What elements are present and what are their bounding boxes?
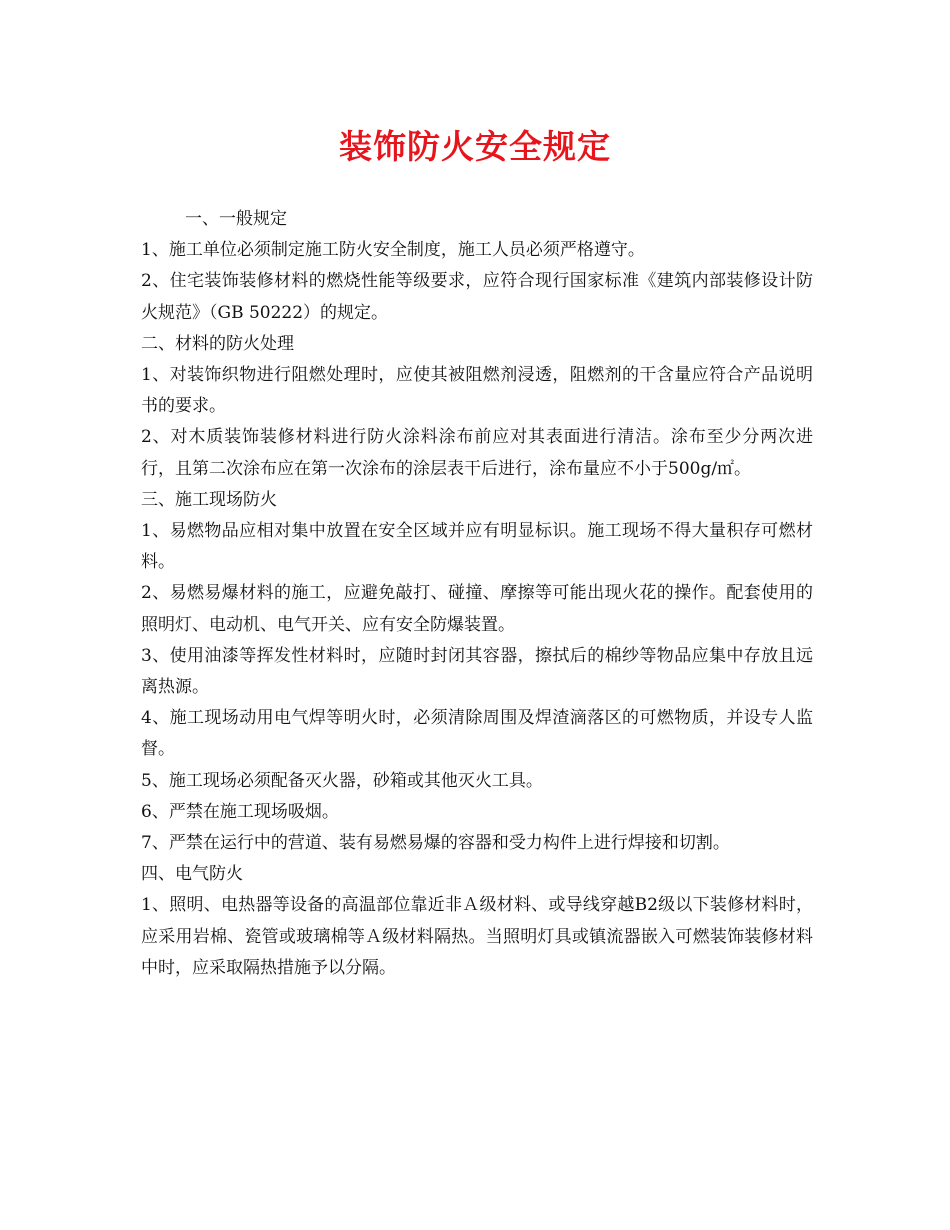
paragraph: 7、严禁在运行中的营道、装有易燃易爆的容器和受力构件上进行焊接和切割。 bbox=[141, 833, 730, 854]
document-body bbox=[141, 204, 813, 984]
section-heading-materials: 二、材料的防火处理 bbox=[141, 333, 294, 354]
paragraph: 1、对装饰织物进行阻燃处理时，应使其被阻燃剂浸透，阻燃剂的干含量应符合产品说明书的要求。 bbox=[141, 365, 813, 417]
section-heading-general: 一、一般规定 bbox=[185, 209, 287, 229]
paragraph: 6、严禁在施工现场吸烟。 bbox=[141, 801, 339, 822]
paragraph: 2、住宅装饰装修材料的燃烧性能等级要求，应符合现行国家标准《建筑内部装修设计防火规范》（GB 50222）的规定。 bbox=[141, 271, 813, 323]
paragraph: 1、易燃物品应相对集中放置在安全区域并应有明显标识。施工现场不得大量积存可燃材料。 bbox=[141, 521, 813, 573]
paragraph: 2、对木质装饰装修材料进行防火涂料涂布前应对其表面进行清洁。涂布至少分两次进行，且第二次涂布应在第一次涂布的涂层表干后进行，涂布量应不小于500g/㎡。 bbox=[141, 427, 813, 479]
paragraph: 1、施工单位必须制定施工防火安全制度，施工人员必须严格遵守。 bbox=[141, 240, 645, 261]
paragraph: 2、易燃易爆材料的施工，应避免敲打、碰撞、摩擦等可能出现火花的操作。配套使用的照明灯、电动机、电气开关、应有安全防爆装置。 bbox=[141, 583, 813, 635]
section-heading-electrical: 四、电气防火 bbox=[141, 864, 243, 885]
paragraph: 1、照明、电热器等设备的高温部位靠近非Ａ级材料、或导线穿越B2级以下装修材料时，应采用岩棉、瓷管或玻璃棉等Ａ级材料隔热。当照明灯具或镇流器嵌入可燃装饰装修材料中时，应采取隔热措施予以分隔。 bbox=[141, 895, 813, 978]
section-heading-site: 三、施工现场防火 bbox=[141, 489, 277, 510]
document-title: 装饰防火安全规定 bbox=[339, 127, 611, 166]
paragraph: 4、施工现场动用电气焊等明火时，必须清除周围及焊渣滴落区的可燃物质，并设专人监督。 bbox=[141, 708, 813, 760]
paragraph: 3、使用油漆等挥发性材料时，应随时封闭其容器，擦拭后的棉纱等物品应集中存放且远离热源。 bbox=[141, 645, 813, 698]
paragraph: 5、施工现场必须配备灭火器，砂箱或其他灭火工具。 bbox=[141, 770, 543, 791]
